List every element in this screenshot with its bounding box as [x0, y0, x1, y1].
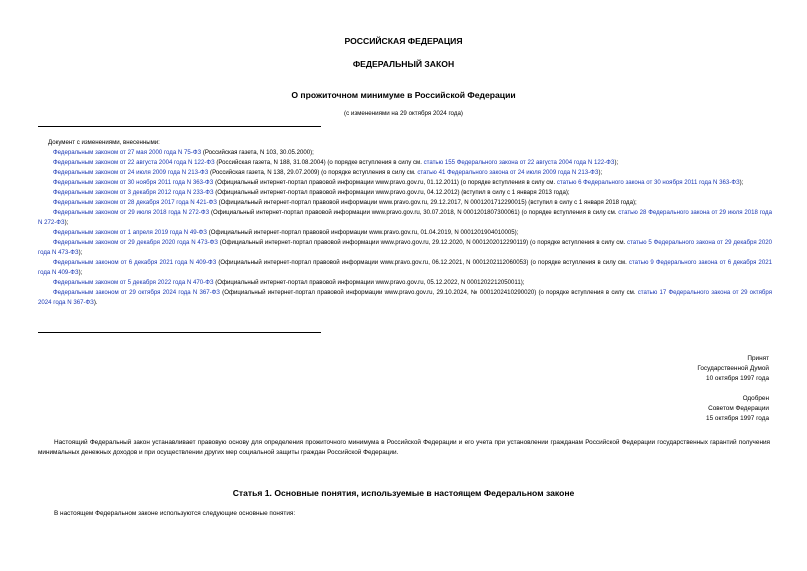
approved-block [569, 394, 769, 424]
article-link[interactable]: статью 17 Федерального закона от 29 октября 2024 года N 367-ФЗ [38, 289, 773, 306]
article-link[interactable]: статью 155 Федерального закона от 22 августа 2004 года N 122-ФЗ [423, 159, 615, 166]
amendment-link[interactable]: Федеральным законом от 6 декабря 2021 года N 409-ФЗ [53, 259, 217, 266]
amendment-link[interactable]: Федеральным законом от 3 декабря 2012 года N 233-ФЗ [53, 189, 214, 196]
list-item: Федеральным законом от 29 октября 2024 года N 367-ФЗ (Официальный интернет-портал правовой информации www.pravo.gov.ru, 29.10.2024, № 0001202410290020) (о порядке вступления в силу см. статью 17 Федерального закона от 29 октября 2024 года N 367-ФЗ). [38, 289, 773, 306]
amendment-link[interactable]: Федеральным законом от 29 июля 2018 года N 272-ФЗ [53, 209, 210, 216]
amendment-link[interactable]: Федеральным законом от 1 апреля 2019 года N 49-ФЗ [53, 229, 207, 236]
divider-bottom [38, 332, 321, 333]
law-title: О прожиточном минимуме в Российской Федерации [291, 90, 516, 100]
list-item: Федеральным законом от 22 августа 2004 года N 122-ФЗ (Российская газета, N 188, 31.08.2004) (о порядке вступления в силу см. статью 155 Федерального закона от 22 августа 2004 года N 122-ФЗ); [53, 159, 619, 166]
article-link[interactable]: статью 28 Федерального закона от 29 июля 2018 года N 272-ФЗ [38, 209, 772, 226]
adopted-body: Государственной Думой [697, 365, 769, 372]
amendment-link[interactable]: Федеральным законом от 30 ноября 2011 года N 363-ФЗ [53, 179, 214, 186]
amendment-link[interactable]: Федеральным законом от 22 августа 2004 года N 122-ФЗ [53, 159, 215, 166]
country-heading: РОССИЙСКАЯ ФЕДЕРАЦИЯ [344, 36, 463, 46]
list-item: Федеральным законом от 5 декабря 2022 года N 470-ФЗ (Официальный интернет-портал правовой информации www.pravo.gov.ru, 05.12.2022, N 0001202212050011); [53, 279, 525, 286]
approved-date: 15 октября 1997 года [706, 415, 769, 422]
amendment-link[interactable]: Федеральным законом от 28 декабря 2017 года N 421-ФЗ [53, 199, 217, 206]
amendment-link[interactable]: Федеральным законом от 29 октября 2024 года N 367-ФЗ [53, 289, 220, 296]
list-item: Федеральным законом от 27 мая 2000 года N 75-ФЗ (Российская газета, N 103, 30.05.2000); [53, 149, 314, 156]
amendment-link[interactable]: Федеральным законом от 29 декабря 2020 года N 473-ФЗ [53, 239, 218, 246]
amendments-intro: Документ с изменениями, внесенными: [48, 139, 160, 146]
list-item: Федеральным законом от 30 ноября 2011 года N 363-ФЗ (Официальный интернет-портал правовой информации www.pravo.gov.ru, 01.12.2011) (о порядке вступления в силу см. статью 6 Федерального закона от 30 ноября 2011 года N 363-ФЗ); [53, 179, 744, 186]
amendment-link[interactable]: Федеральным законом от 27 мая 2000 года N 75-ФЗ [53, 149, 202, 156]
adopted-block [569, 354, 769, 384]
list-item: Федеральным законом от 1 апреля 2019 года N 49-ФЗ (Официальный интернет-портал правовой информации www.pravo.gov.ru, 01.04.2019, N 0001201904010005); [53, 229, 519, 236]
list-item: Федеральным законом от 29 июля 2018 года N 272-ФЗ (Официальный интернет-портал правовой информации www.pravo.gov.ru, 30.07.2018, N 0001201807300061) (о порядке вступления в силу см. статью 28 Федерального закона от 29 июля 2018 года N 272-ФЗ); [38, 209, 772, 226]
revision-note: (с изменениями на 29 октября 2024 года) [344, 110, 463, 117]
article-link[interactable]: статью 5 Федерального закона от 29 декабря 2020 года N 473-ФЗ [38, 239, 772, 256]
article-link[interactable]: статью 6 Федерального закона от 30 ноября 2011 года N 363-ФЗ [556, 179, 740, 186]
article-link[interactable]: статью 41 Федерального закона от 24 июля 2009 года N 213-ФЗ [417, 169, 599, 176]
list-item: Федеральным законом от 29 декабря 2020 года N 473-ФЗ (Официальный интернет-портал правовой информации www.pravo.gov.ru, 29.12.2020, N 0001202012290119) (о порядке вступления в силу см. статью 5 Федерального закона от 29 декабря 2020 года N 473-ФЗ); [38, 239, 772, 256]
list-item: Федеральным законом от 24 июля 2009 года N 213-ФЗ (Российская газета, N 138, 29.07.2009) (о порядке вступления в силу см. статью 41 Федерального закона от 24 июля 2009 года N 213-ФЗ); [53, 169, 603, 176]
amendment-link[interactable]: Федеральным законом от 24 июля 2009 года N 213-ФЗ [53, 169, 209, 176]
adopted-label: Принят [747, 355, 769, 362]
article-1-title: Статья 1. Основные понятия, используемые в настоящем Федеральном законе [232, 488, 575, 498]
article-link[interactable]: статью 9 Федерального закона от 6 декабря 2021 года N 409-ФЗ [38, 259, 772, 276]
list-item: Федеральным законом от 3 декабря 2012 года N 233-ФЗ (Официальный интернет-портал правовой информации www.pravo.gov.ru, 04.12.2012) (вступил в силу с 1 января 2013 года); [53, 189, 570, 196]
list-item: Федеральным законом от 28 декабря 2017 года N 421-ФЗ (Официальный интернет-портал правовой информации www.pravo.gov.ru, 29.12.2017, N 0001201712290015) (вступил в силу с 1 января 2018 года); [53, 199, 637, 206]
law-type-heading: ФЕДЕРАЛЬНЫЙ ЗАКОН [352, 59, 455, 69]
approved-body: Советом Федерации [708, 405, 769, 412]
amendments-list [38, 138, 772, 308]
amendment-link[interactable]: Федеральным законом от 5 декабря 2022 года N 470-ФЗ [53, 279, 214, 286]
preamble-paragraph: Настоящий Федеральный закон устанавливает правовую основу для определения прожиточного минимума в Российской Федерации и его учета при установлении гражданам Российской Федерации государственных гарантий получения минимальных денежных доходов и при осуществлении других мер социальной защиты граждан Российской Федерации. [38, 439, 770, 456]
adopted-date: 10 октября 1997 года [706, 375, 769, 382]
list-item: Федеральным законом от 6 декабря 2021 года N 409-ФЗ (Официальный интернет-портал правовой информации www.pravo.gov.ru, 06.12.2021, N 0001202112060053) (о порядке вступления в силу см. статью 9 Федерального закона от 6 декабря 2021 года N 409-ФЗ); [38, 259, 772, 276]
approved-label: Одобрен [742, 395, 769, 402]
divider-top [38, 126, 321, 127]
article-1-text: В настоящем Федеральном законе используются следующие основные понятия: [54, 510, 296, 517]
